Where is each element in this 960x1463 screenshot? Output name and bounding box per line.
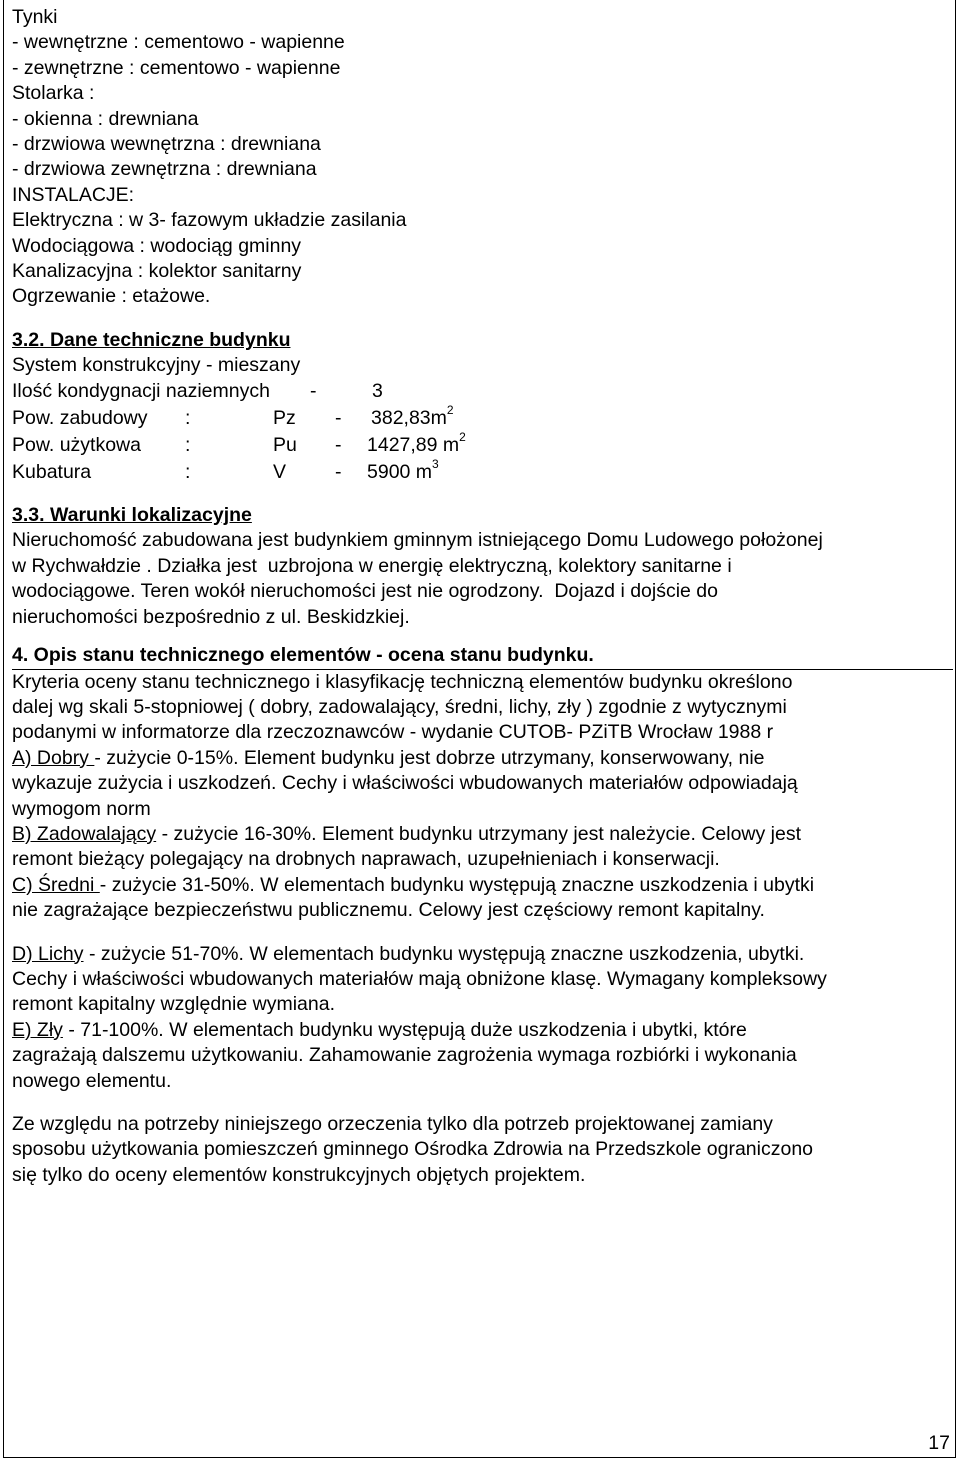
section-4-intro-line: dalej wg skali 5-stopniowej ( dobry, zadowalający, średni, lichy, zły ) zgodnie z wytycznymi <box>12 695 787 718</box>
closing-line: sposobu użytkowania pomieszczeń gminnego Ośrodka Zdrowia na Przedszkole ograniczono <box>12 1138 814 1161</box>
grade-line: remont kapitalny względnie wymiana. <box>12 993 335 1016</box>
section-4-intro-line: podanymi w informatorze dla rzeczoznawców - wydanie CUTOB- PZiTB Wrocław 1988 r <box>12 721 774 744</box>
tech-row-dash: - <box>335 406 342 429</box>
system-line: System konstrukcyjny - mieszany <box>12 354 301 377</box>
instalacje-item: Ogrzewanie : etażowe. <box>12 285 211 308</box>
tech-row-unit-exponent: 3 <box>432 457 439 472</box>
section-3-3-line: nieruchomości bezpośrednio z ul. Beskidzkiej. <box>12 605 410 628</box>
stolarka-item: - okienna : drewniana <box>12 107 199 130</box>
section-3-3-line: w Rychwałdzie . Działka jest uzbrojona w energię elektryczną, kolektory sanitarne i <box>12 554 732 577</box>
tech-row-value <box>371 403 454 431</box>
tech-row <box>12 404 952 431</box>
instalacje-item: Elektryczna : w 3- fazowym układzie zasilania <box>12 209 407 232</box>
closing-line: się tylko do oceny elementów konstrukcyjnych objętych projektem. <box>12 1163 586 1186</box>
grade-line: zagrażają dalszemu użytkowaniu. Zahamowanie zagrożenia wymaga rozbiórki i wykonania <box>12 1044 797 1067</box>
tech-row-value <box>367 457 439 485</box>
tech-row-value-text: 5900 m <box>367 460 433 483</box>
instalacje-item: Kanalizacyjna : kolektor sanitarny <box>12 260 302 283</box>
tynki-item: - wewnętrzne : cementowo - wapienne <box>12 31 345 54</box>
tech-row-label: Pow. użytkowa <box>12 433 141 456</box>
grade-line: nie zagrażające bezpieczeństwu publicznemu. Celowy jest częściowy remont kapitalny. <box>12 899 765 922</box>
grade-e <box>12 1018 952 1043</box>
tech-row-unit-exponent: 2 <box>446 403 454 418</box>
grade-label: C) Średni <box>12 873 100 896</box>
stolarka-item: - drzwiowa zewnętrzna : drewniana <box>12 158 317 181</box>
stolarka-item: - drzwiowa wewnętrzna : drewniana <box>12 133 321 156</box>
tech-row-value: 3 <box>372 379 383 402</box>
tech-row <box>12 379 952 404</box>
tech-row-label: Kubatura <box>12 460 92 483</box>
grade-label: B) Zadowalający <box>12 822 157 845</box>
page-number: 17 <box>928 1432 950 1454</box>
tynki-item: - zewnętrzne : cementowo - wapienne <box>12 56 341 79</box>
grade-text: - zużycie 16-30%. Element budynku utrzymany jest należycie. Celowy jest <box>156 822 802 845</box>
tech-row-colon: : <box>185 433 191 456</box>
grade-c <box>12 873 952 898</box>
grade-text: - zużycie 0-15%. Element budynku jest dobrze utrzymany, konserwowany, nie <box>94 746 765 769</box>
tech-row-label: Pow. zabudowy <box>12 406 148 429</box>
grade-line: wykazuje zużycia i uszkodzeń. Cechy i właściwości wbudowanych materiałów odpowiadają <box>12 772 798 795</box>
grade-text: - zużycie 51-70%. W elementach budynku występują znaczne uszkodzenia, ubytki. <box>83 942 805 965</box>
tech-row-unit-exponent: 2 <box>459 430 466 445</box>
instalacje-title: INSTALACJE: <box>12 183 135 206</box>
tech-row <box>12 431 952 458</box>
tech-row-symbol: Pz <box>273 406 296 429</box>
grade-label: A) Dobry <box>12 746 95 769</box>
tech-row-dash: - <box>310 379 317 402</box>
tech-row-value <box>367 430 466 458</box>
stolarka-title: Stolarka : <box>12 82 95 105</box>
section-3-3-line: wodociągowe. Teren wokół nieruchomości jest nie ogrodzony. Dojazd i dojście do <box>12 580 718 603</box>
tech-row-dash: - <box>335 433 342 456</box>
tech-row-colon: : <box>185 406 191 429</box>
closing-line: Ze względu na potrzeby niniejszego orzeczenia tylko dla potrzeb projektowanej zamiany <box>12 1113 773 1136</box>
tech-row-symbol: V <box>273 460 287 483</box>
grade-b <box>12 822 952 847</box>
grade-line: nowego elementu. <box>12 1069 172 1092</box>
document-content <box>12 5 952 1188</box>
section-3-3-line: Nieruchomość zabudowana jest budynkiem gminnym istniejącego Domu Ludowego położonej <box>12 529 823 552</box>
tech-row-value-text: 382,83m <box>371 406 447 429</box>
tech-row-label: Ilość kondygnacji naziemnych <box>12 379 270 402</box>
section-4-heading: 4. Opis stanu technicznego elementów - ocena stanu budynku. <box>12 643 953 669</box>
grade-line: Cechy i właściwości wbudowanych materiałów mają obniżone klasę. Wymagany kompleksowy <box>12 967 827 990</box>
grade-a <box>12 746 952 771</box>
tech-row <box>12 458 952 485</box>
tech-row-symbol: Pu <box>273 433 297 456</box>
tech-row-value-text: 1427,89 m <box>367 433 460 456</box>
grade-label: D) Lichy <box>12 942 84 965</box>
grade-line: wymogom norm <box>12 797 151 820</box>
instalacje-item: Wodociągowa : wodociąg gminny <box>12 234 302 257</box>
grade-d <box>12 942 952 967</box>
section-3-3-heading: 3.3. Warunki lokalizacyjne <box>12 504 252 527</box>
tech-row-colon: : <box>185 460 191 483</box>
grade-text: - zużycie 31-50%. W elementach budynku występują znaczne uszkodzenia i ubytki <box>99 873 815 896</box>
tynki-title: Tynki <box>12 6 58 28</box>
section-3-2-heading: 3.2. Dane techniczne budynku <box>12 328 291 351</box>
grade-label: E) Zły <box>12 1018 63 1041</box>
grade-line: remont bieżący polegający na drobnych naprawach, uzupełnieniach i konserwacji. <box>12 848 720 871</box>
grade-text: - 71-100%. W elementach budynku występują duże uszkodzenia i ubytki, które <box>62 1018 747 1041</box>
tech-row-dash: - <box>335 460 342 483</box>
section-4-intro-line: Kryteria oceny stanu technicznego i klasyfikację techniczną elementów budynku określono <box>12 670 793 693</box>
